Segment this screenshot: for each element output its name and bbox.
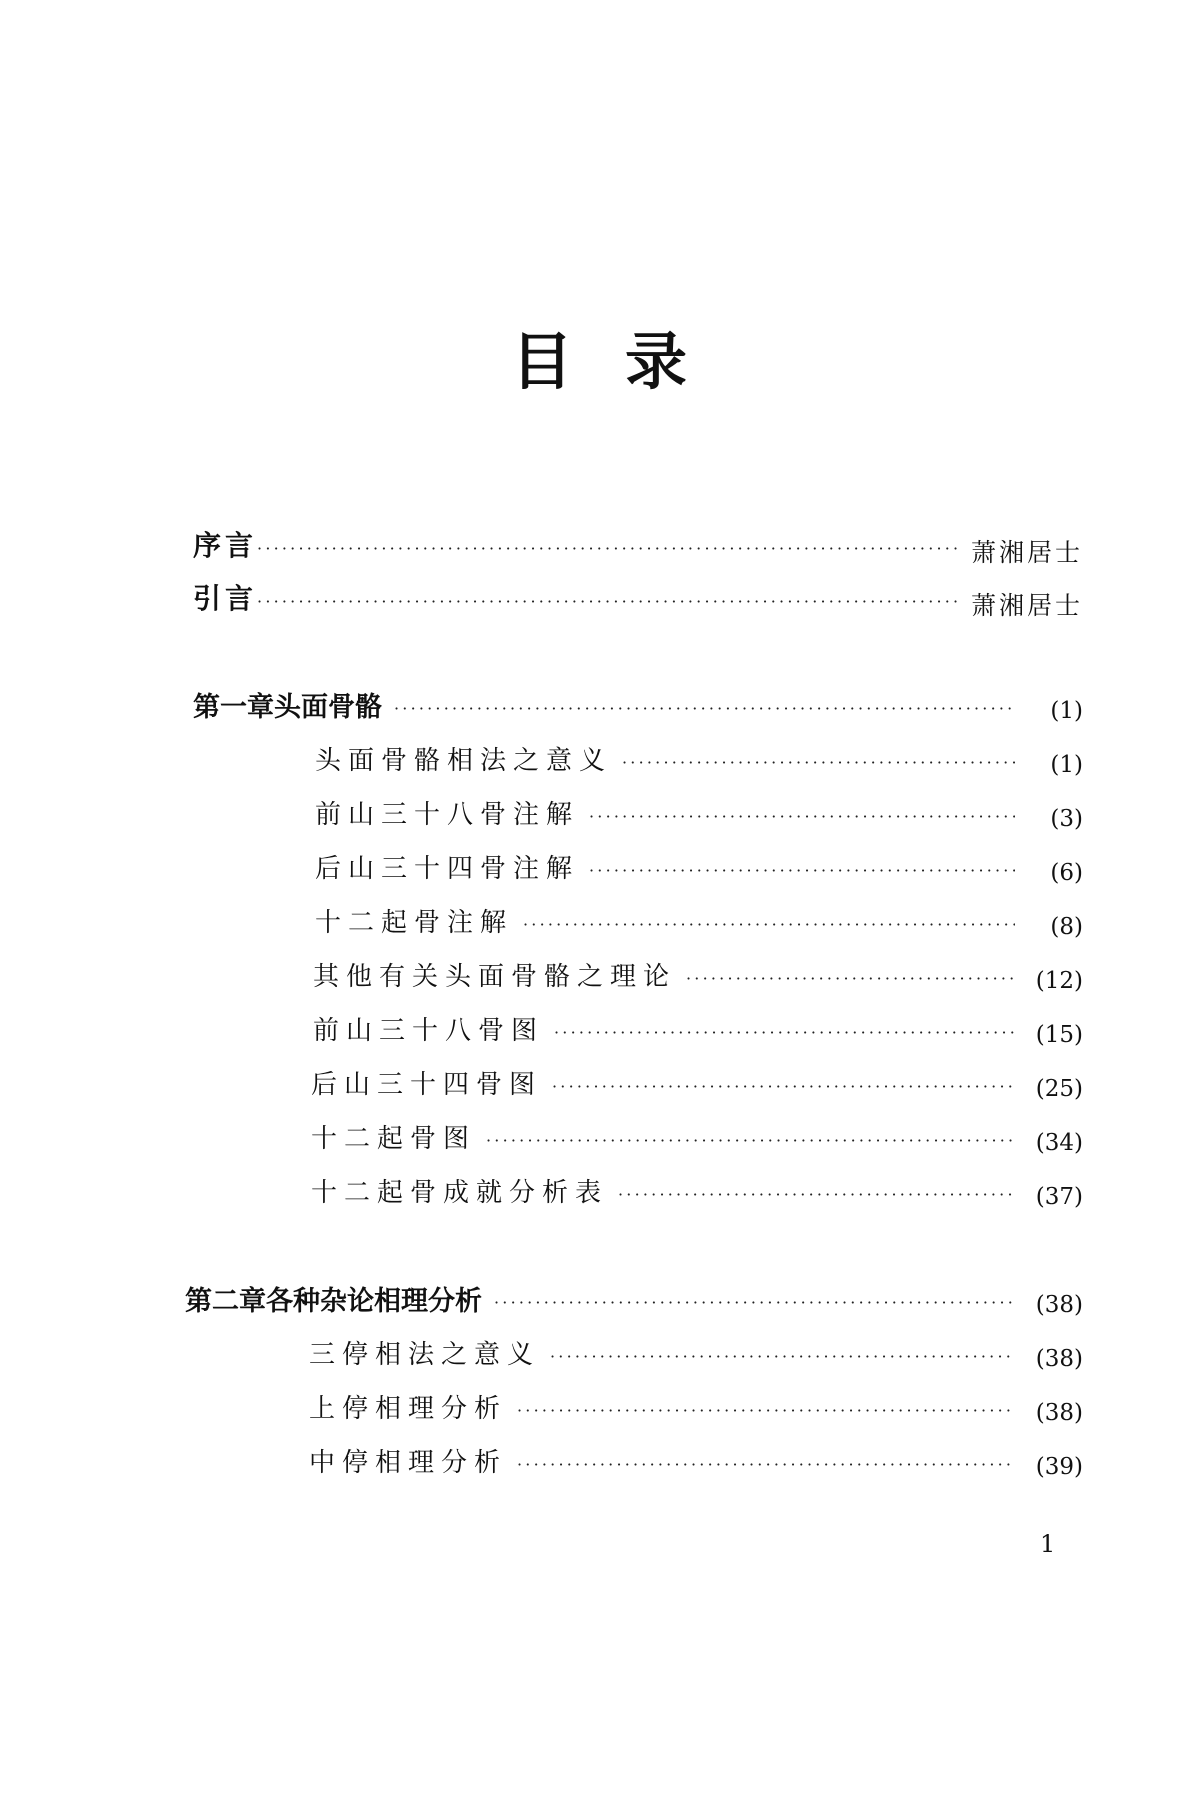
dot-leader	[394, 689, 1015, 724]
toc-chapter-1[interactable]	[193, 684, 1083, 724]
toc-section[interactable]	[311, 1170, 1083, 1210]
page-reference: (8)	[1050, 914, 1083, 940]
dot-leader	[589, 851, 1015, 886]
toc-section[interactable]	[315, 846, 1083, 886]
page-reference: (38)	[1035, 1292, 1083, 1318]
page-title: 目录	[510, 325, 739, 398]
toc-entry-author: 萧湘居士	[970, 591, 1083, 617]
dot-leader	[589, 797, 1015, 832]
page-reference: (38)	[1035, 1346, 1083, 1372]
toc-section[interactable]	[315, 900, 1083, 940]
section-title: 中停相理分析	[309, 1447, 508, 1478]
toc-section[interactable]	[309, 1440, 1083, 1480]
toc-entry-introduction[interactable]	[193, 577, 1083, 617]
toc-chapter-2[interactable]	[185, 1278, 1083, 1318]
front-label-char: 言	[225, 529, 258, 562]
chapter-number: 第二章	[185, 1285, 266, 1317]
page-reference: (1)	[1050, 698, 1083, 724]
dot-leader	[494, 1283, 1015, 1318]
toc-entry-label	[193, 577, 257, 617]
dot-leader	[550, 1337, 1015, 1372]
toc-entry-author: 萧湘居士	[970, 538, 1083, 564]
toc-section[interactable]	[311, 1116, 1083, 1156]
front-label-char: 引	[193, 582, 226, 615]
toc-section[interactable]	[309, 1386, 1083, 1426]
toc-section[interactable]	[313, 1008, 1083, 1048]
section-title: 头面骨骼相法之意义	[315, 745, 613, 776]
toc-section[interactable]	[313, 954, 1083, 994]
section-title: 十二起骨图	[311, 1123, 477, 1154]
toc-section[interactable]	[309, 1332, 1083, 1372]
dot-leader	[257, 529, 961, 564]
toc-section[interactable]	[315, 792, 1083, 832]
section-title: 后山三十四骨图	[311, 1069, 543, 1100]
toc-section[interactable]	[311, 1062, 1083, 1102]
dot-leader	[618, 1175, 1015, 1210]
dot-leader	[523, 905, 1015, 940]
section-title: 前山三十八骨注解	[315, 799, 580, 830]
section-title: 十二起骨成就分析表	[311, 1177, 609, 1208]
section-title: 后山三十四骨注解	[315, 853, 580, 884]
front-label-char: 序	[193, 529, 226, 562]
dot-leader	[517, 1391, 1015, 1426]
toc-entry-preface[interactable]	[193, 524, 1083, 564]
toc-entry-label	[193, 524, 257, 564]
chapter-title: 各种杂论相理分析	[266, 1285, 482, 1317]
page-reference: (3)	[1050, 806, 1083, 832]
page-reference: (38)	[1035, 1400, 1083, 1426]
toc-section[interactable]	[315, 738, 1083, 778]
page-reference: (39)	[1035, 1454, 1083, 1480]
dot-leader	[552, 1067, 1015, 1102]
chapter-title: 头面骨骼	[274, 691, 382, 723]
front-label-char: 言	[225, 582, 258, 615]
dot-leader	[486, 1121, 1015, 1156]
section-title: 三停相法之意义	[309, 1339, 541, 1370]
page-reference: (37)	[1035, 1184, 1083, 1210]
dot-leader	[517, 1445, 1015, 1480]
page-reference: (12)	[1035, 968, 1083, 994]
dot-leader	[257, 582, 961, 617]
page-reference: (15)	[1035, 1022, 1083, 1048]
page-reference: (34)	[1035, 1130, 1083, 1156]
chapter-number: 第一章	[193, 691, 274, 723]
dot-leader	[622, 743, 1015, 778]
page-reference: (1)	[1050, 752, 1083, 778]
section-title: 上停相理分析	[309, 1393, 508, 1424]
dot-leader	[554, 1013, 1015, 1048]
page-reference: (6)	[1050, 860, 1083, 886]
dot-leader	[686, 959, 1015, 994]
page-number: 1	[1040, 1530, 1056, 1558]
section-title: 前山三十八骨图	[313, 1015, 545, 1046]
section-title: 十二起骨注解	[315, 907, 514, 938]
section-title: 其他有关头面骨骼之理论	[313, 961, 677, 992]
page-reference: (25)	[1035, 1076, 1083, 1102]
